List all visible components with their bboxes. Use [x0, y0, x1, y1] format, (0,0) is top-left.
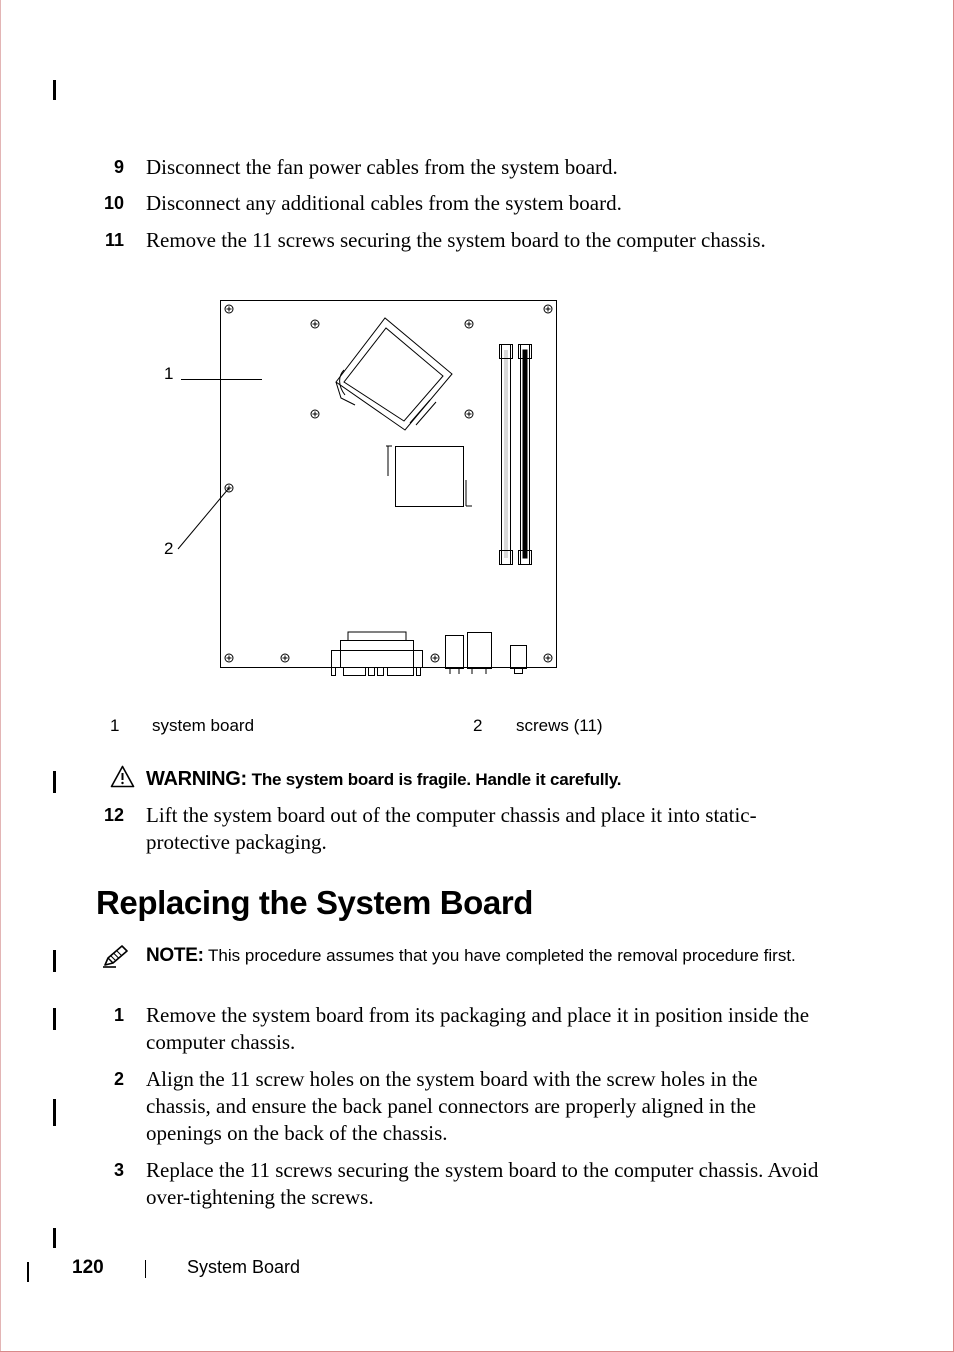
- step-number: 9: [113, 157, 124, 177]
- note-pencil-icon: [102, 944, 130, 968]
- footer-divider: [145, 1260, 146, 1278]
- caption-2-number: 2: [473, 716, 483, 735]
- note-text: This procedure assumes that you have completed the removal procedure first.: [208, 946, 796, 965]
- note-block: [146, 944, 818, 968]
- note-label: NOTE:: [146, 945, 204, 966]
- change-bar: [53, 1008, 56, 1030]
- cpu-socket: [336, 318, 452, 430]
- step-text: Align the 11 screw holes on the system board with the screw holes in the chassis, and ensure the back panel connectors are properly aligned in the openings on the back of the chassis.: [146, 1067, 758, 1145]
- memory-slots: [500, 345, 532, 565]
- change-bar: [53, 1228, 56, 1248]
- warning-label: WARNING:: [146, 768, 247, 790]
- step-text: Disconnect any additional cables from the system board.: [146, 191, 622, 215]
- caption-1-number: 1: [110, 716, 120, 735]
- caption-2-label: screws (11): [516, 716, 603, 735]
- step-number: 11: [104, 230, 124, 250]
- change-bar: [53, 771, 56, 793]
- step-text: Lift the system board out of the computer chassis and place it into static-protective packaging.: [146, 803, 757, 854]
- footer-section-title: System Board: [187, 1257, 301, 1277]
- warning-block: [146, 768, 621, 791]
- step-text: Replace the 11 screws securing the system board to the computer chassis. Avoid over-tightening the screws.: [146, 1158, 819, 1209]
- section-heading: Replacing the System Board: [96, 884, 534, 921]
- change-bar: [27, 1262, 29, 1282]
- step-number: 12: [103, 805, 124, 825]
- step-text: Disconnect the fan power cables from the system board.: [146, 155, 618, 179]
- change-bar: [53, 1099, 56, 1126]
- step-number: 10: [103, 193, 124, 213]
- warning-icon: [110, 765, 135, 788]
- step-text: Remove the 11 screws securing the system board to the computer chassis.: [146, 228, 766, 252]
- step-number: 1: [113, 1005, 124, 1025]
- chipset-heatsink: [386, 446, 472, 507]
- step-number: 2: [113, 1069, 124, 1089]
- callout-2-number: 2: [164, 539, 174, 558]
- callout-2-leader: [178, 488, 229, 549]
- step-number: 3: [113, 1160, 124, 1180]
- callout-1-number: 1: [164, 364, 174, 383]
- step-text: Remove the system board from its packaging and place it in position inside the computer chassis.: [146, 1003, 810, 1054]
- back-panel-connectors: [332, 632, 527, 676]
- warning-text: The system board is fragile. Handle it carefully.: [251, 770, 622, 789]
- change-bar: [53, 950, 56, 972]
- caption-1-label: system board: [152, 716, 255, 735]
- page-number: 120: [72, 1257, 104, 1278]
